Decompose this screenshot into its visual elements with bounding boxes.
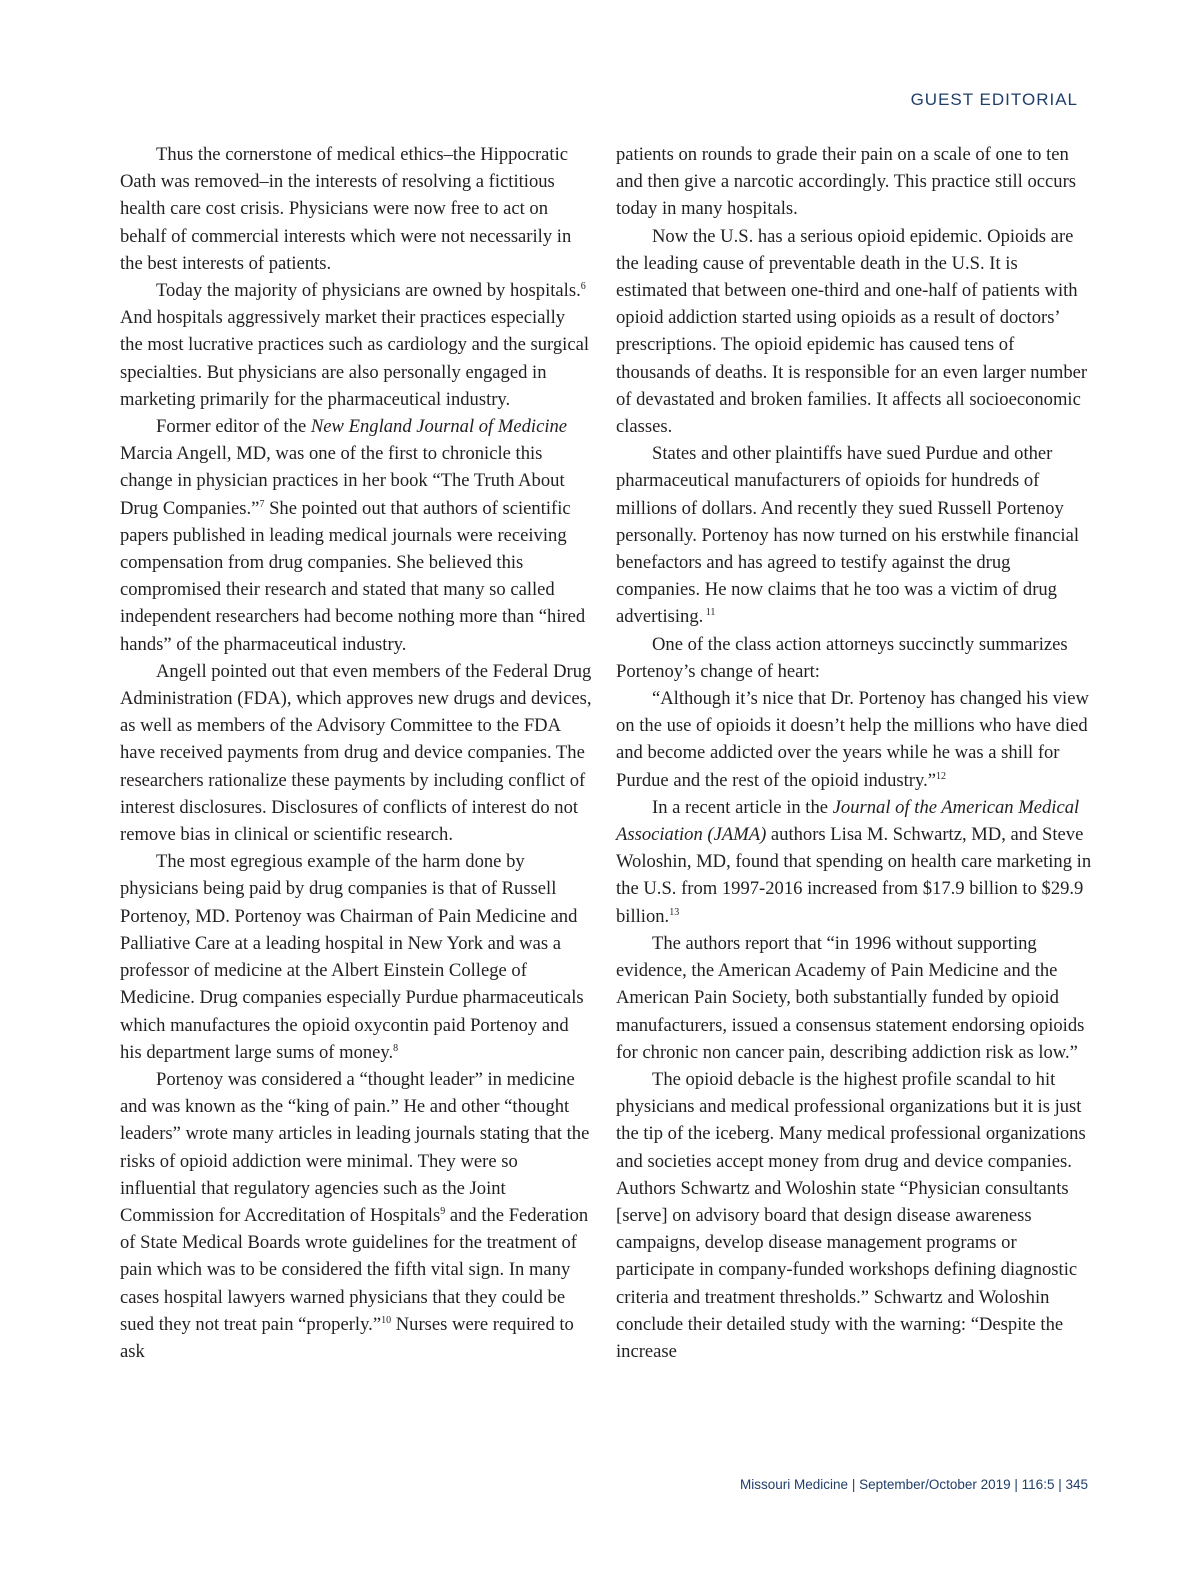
footnote-ref: 11 bbox=[703, 607, 716, 619]
paragraph: Today the majority of physicians are owned by hospitals.$^6$ And hospitals aggressively market their practices especially the most lucrative practices such as cardiology and the surgical specialties. But physicians are also personally engaged in marketing primarily for the pharmaceutical industry. bbox=[120, 280, 589, 410]
journal-title: New England Journal of Medicine bbox=[310, 416, 568, 438]
footnote-ref: 13 bbox=[669, 906, 680, 918]
paragraph: One of the class action attorneys succinctly summarizes Portenoy’s change of heart: bbox=[616, 633, 1068, 682]
section-label: GUEST EDITORIAL bbox=[910, 90, 1078, 109]
footnote-ref: 9 bbox=[440, 1205, 446, 1217]
footnote-ref: 12 bbox=[936, 770, 946, 782]
paragraph: The authors report that “in 1996 without supporting evidence, the American Academy of Pain Medicine and the American Pain Society, both substantially funded by opioid manufacturers, issued a consensus statement endorsing opioids for chronic non cancer pain, describing addiction risk as low.” bbox=[616, 932, 1085, 1063]
paragraph: patients on rounds to grade their pain on a scale of one to ten and then give a narcotic accordingly. This practice still occurs today in many hospitals. bbox=[616, 144, 1077, 220]
paragraph: Thus the cornerstone of medical ethics–the Hippocratic Oath was removed–in the interests of resolving a fictitious health care cost crisis. Physicians were now free to act on behalf of commercial interests which were not necessarily in the best interests of patients. bbox=[120, 144, 572, 274]
footnote-ref: 10 bbox=[381, 1314, 392, 1326]
footnote-ref: 6 bbox=[580, 281, 586, 293]
paragraph: Former editor of the New England Journal of Medicine Marcia Angell, MD, was one of the first to chronicle this change in physician practices in her book “The Truth About Drug Companies.”$^7$ She pointed out that authors of scientific papers published in leading medical journals were receiving compensation from drug companies. She believed this compromised their research and stated that many so called independent researchers had become nothing more than “hired hands” of the pharmaceutical industry. bbox=[120, 416, 586, 655]
page-footer: Missouri Medicine | September/October 2019 | 116:5 | 345 bbox=[740, 1477, 1088, 1492]
footnote-ref: 8 bbox=[393, 1042, 399, 1054]
journal-title: Journal of the American Medical Association (JAMA) bbox=[616, 796, 1080, 846]
paragraph: The most egregious example of the harm done by physicians being paid by drug companies is that of Russell Portenoy, MD. Portenoy was Chairman of Pain Medicine and Palliative Care at a leading hospital in New York and was a professor of medicine at the Albert Einstein College of Medicine. Drug companies especially Purdue pharmaceuticals which manufactures the opioid oxycontin paid Portenoy and his department large sums of money.$^8$ bbox=[120, 851, 584, 1063]
paragraph: In a recent article in the Journal of the American Medical Association (JAMA) authors Lisa M. Schwartz, MD, and Steve Woloshin, MD, found that spending on health care marketing in the U.S. from 1997-2016 increased from $17.9 billion to $29.9 billion.$^{13}$ bbox=[616, 796, 1092, 927]
footnote-ref: 7 bbox=[259, 498, 265, 510]
paragraph: Portenoy was considered a “thought leader” in medicine and was known as the “king of pain.” He and other “thought leaders” wrote many articles in leading journals stating that the risks of opioid addiction were minimal. They were so influential that regulatory agencies such as the Joint Commission for Accreditation of Hospitals$^9$ and the Federation of State Medical Boards wrote guidelines for the treatment of pain which was to be considered the fifth vital sign. In many cases hospital lawyers warned physicians that they could be sued they not treat pain “properly.”$^{10}$ Nurses were required to ask bbox=[120, 1068, 590, 1362]
paragraph: Now the U.S. has a serious opioid epidemic. Opioids are the leading cause of preventable death in the U.S. It is estimated that between one-third and one-half of patients with opioid addiction started using opioids as a result of doctors’ prescriptions. The opioid epidemic has caused tens of thousands of deaths. It is responsible for an even larger number of devastated and broken families. It affects all socioeconomic classes. bbox=[616, 225, 1088, 438]
paragraph: Angell pointed out that even members of the Federal Drug Administration (FDA), which approves new drugs and devices, as well as members of the Advisory Committee to the FDA have received payments from drug and device companies. The researchers rationalize these payments by including conflict of interest disclosures. Disclosures of conflicts of interest do not remove bias in clinical or scientific research. bbox=[120, 660, 592, 846]
paragraph: States and other plaintiffs have sued Purdue and other pharmaceutical manufacturers of opioids for hundreds of millions of dollars. And recently they sued Russell Portenoy personally. Portenoy has now turned on his erstwhile financial benefactors and has agreed to testify against the drug companies. He now claims that he too was a victim of drug advertising. $^{11}$ bbox=[616, 443, 1080, 628]
right-column bbox=[616, 141, 1092, 1365]
left-column bbox=[120, 141, 592, 1365]
quote-paragraph: “Although it’s nice that Dr. Portenoy has changed his view on the use of opioids it doesn’t help the millions who have died and become addicted over the years while he was a shill for Purdue and the rest of the opioid industry.”$^{12}$ bbox=[616, 688, 1089, 791]
paragraph: The opioid debacle is the highest profile scandal to hit physicians and medical professional organizations but it is just the tip of the iceberg. Many medical professional organizations and societies accept money from drug and device companies. Authors Schwartz and Woloshin state “Physician consultants [serve] on advisory board that design disease awareness campaigns, develop disease management programs or participate in company-funded workshops defining diagnostic criteria and treatment thresholds.” Schwartz and Woloshin conclude their detailed study with the warning: “Despite the increase bbox=[616, 1068, 1086, 1362]
